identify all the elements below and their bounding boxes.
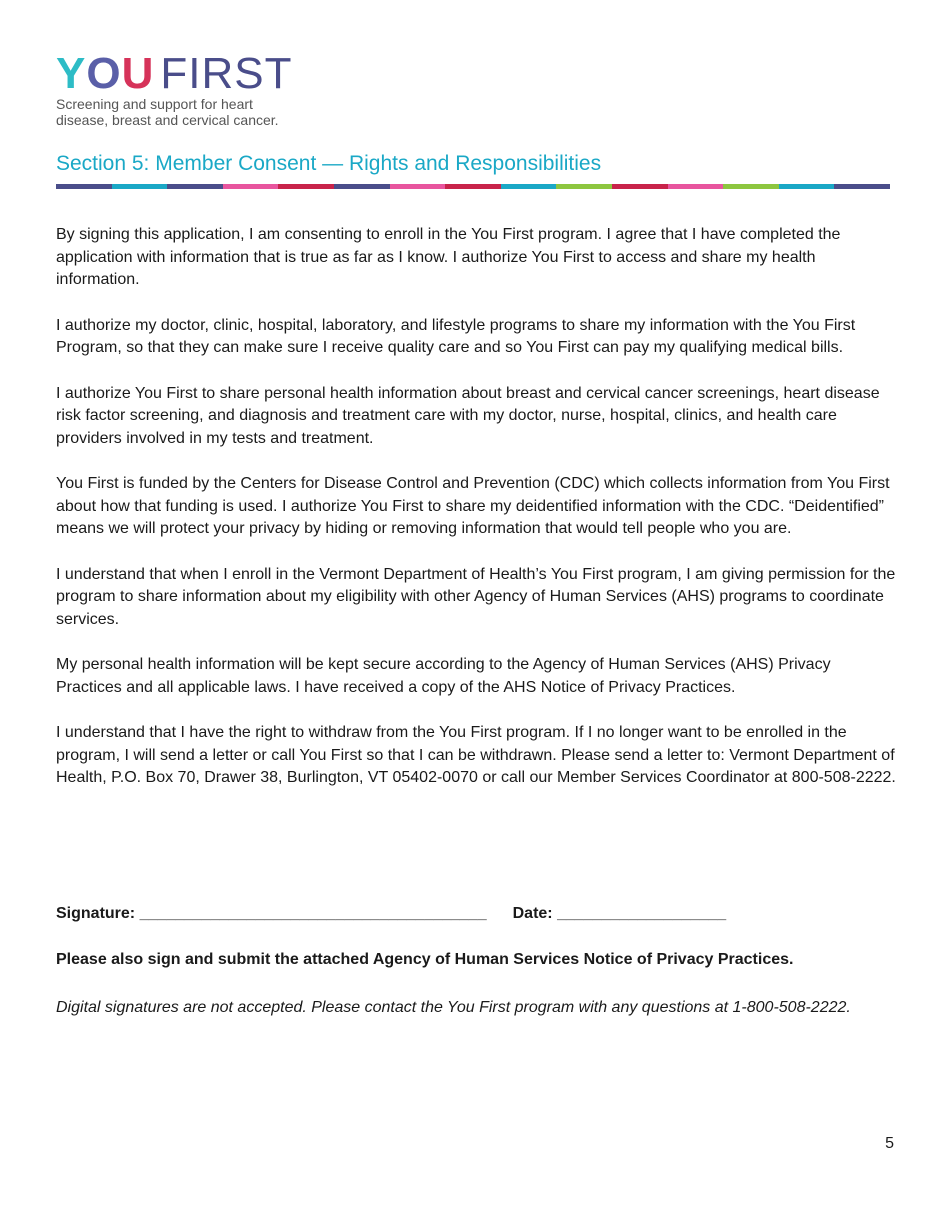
section-title: Section 5: Member Consent — Rights and Responsibilities — [56, 152, 602, 175]
consent-paragraph: I authorize You First to share personal health information about breast and cervical cancer screenings, heart disease risk factor screening, and diagnosis and treatment care with my doctor, nurse, hospital, clinics, and health care providers involved in my tests and treatment. — [56, 384, 880, 447]
stripe-segment — [112, 184, 168, 189]
logo-tagline-line-1: Screening and support for heart — [56, 96, 253, 112]
signature-field[interactable]: Signature: _______________________________________ — [56, 905, 487, 922]
consent-paragraph: By signing this application, I am consenting to enroll in the You First program. I agree that I have completed the application with information that is true as far as I know. I authorize You First to access and share my health information. — [56, 226, 841, 288]
stripe-segment — [278, 184, 334, 189]
stripe-segment — [556, 184, 612, 189]
page-number: 5 — [885, 1135, 894, 1152]
logo-tagline-line-2: disease, breast and cervical cancer. — [56, 112, 279, 128]
privacy-notice-instruction: Please also sign and submit the attached Agency of Human Services Notice of Privacy Practices. — [56, 951, 794, 968]
color-stripe-divider — [56, 184, 890, 189]
logo-first: FIRST — [160, 49, 293, 98]
stripe-segment — [668, 184, 724, 189]
logo-tagline — [56, 96, 306, 128]
consent-paragraph: I authorize my doctor, clinic, hospital, laboratory, and lifestyle programs to share my information with the You First Program, so that they can make sure I receive quality care and so You First can pay my qualifying medical bills. — [56, 316, 856, 356]
digital-signature-disclaimer: Digital signatures are not accepted. Please contact the You First program with any questions at 1-800-508-2222. — [56, 999, 851, 1016]
date-field[interactable]: Date: ___________________ — [512, 905, 727, 922]
you-first-logo — [56, 49, 306, 128]
stripe-segment — [56, 184, 112, 189]
logo-you: YOU — [56, 49, 155, 98]
stripe-segment — [390, 184, 446, 189]
consent-paragraph: I understand that I have the right to withdraw from the You First program. If I no longer want to be enrolled in the program, I will send a letter or call You First so that I can be withdrawn. Please send a letter to: Vermont Department of Health, P.O. Box 70, Drawer 38, Burlington, VT 05402-0070 or call our Member Services Coordinator at 800-508-2222. — [56, 724, 896, 786]
stripe-segment — [834, 184, 890, 189]
stripe-segment — [779, 184, 835, 189]
stripe-segment — [167, 184, 223, 189]
stripe-segment — [445, 184, 501, 189]
stripe-segment — [334, 184, 390, 189]
stripe-segment — [612, 184, 668, 189]
stripe-segment — [223, 184, 279, 189]
stripe-segment — [723, 184, 779, 189]
consent-paragraph: My personal health information will be kept secure according to the Agency of Human Services (AHS) Privacy Practices and all applicable laws. I have received a copy of the AHS Notice of Privacy Practices. — [56, 656, 831, 696]
logo-wordmark — [56, 49, 306, 98]
consent-paragraph: You First is funded by the Centers for Disease Control and Prevention (CDC) which collects information from You First about how that funding is used. I authorize You First to share my deidentified information with the CDC. “Deidentified” means we will protect your privacy by hiding or removing information that would tell people who you are. — [56, 475, 890, 537]
consent-body — [56, 224, 896, 813]
stripe-segment — [501, 184, 557, 189]
signature-row — [56, 905, 896, 923]
consent-paragraph: I understand that when I enroll in the Vermont Department of Health’s You First program, I am giving permission for the program to share information about my eligibility with other Agency of Human Services (AHS) programs to coordinate services. — [56, 565, 896, 628]
